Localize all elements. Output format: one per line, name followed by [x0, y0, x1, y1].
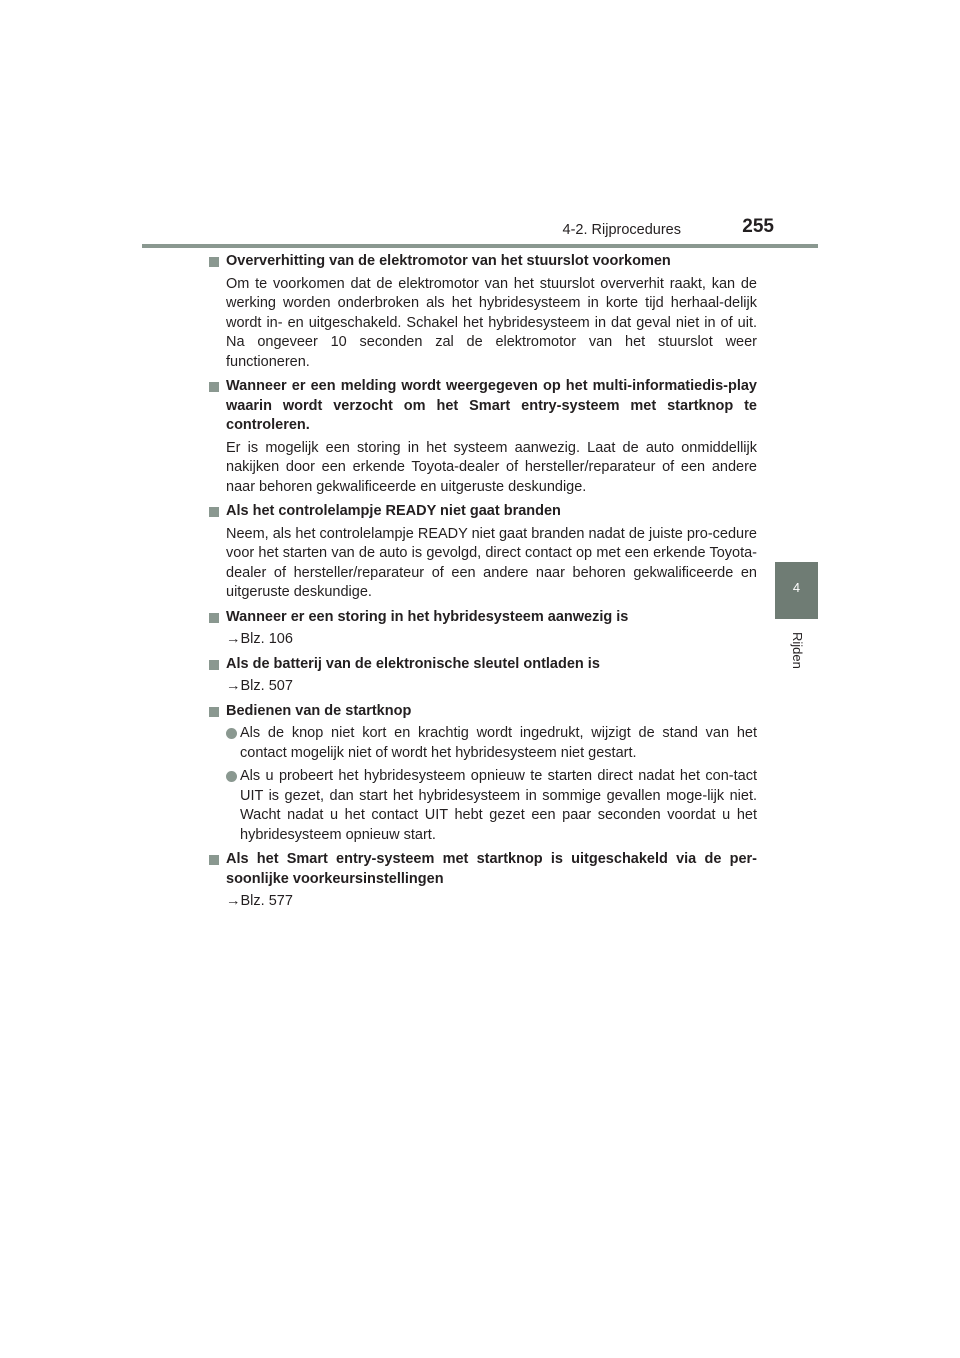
circle-bullet-icon — [226, 771, 237, 782]
section-title: Bedienen van de startknop — [226, 702, 412, 719]
section-start-button — [209, 702, 757, 846]
page-content — [209, 252, 757, 917]
list-item — [226, 767, 757, 845]
section-title: Als het controlelampje READY niet gaat branden — [226, 503, 561, 519]
chapter-tab-label: Rijden — [790, 632, 805, 669]
square-bullet-icon — [209, 382, 219, 392]
section-key-battery — [209, 655, 757, 697]
square-bullet-icon — [209, 855, 219, 865]
section-ready-lamp — [209, 502, 757, 603]
page-number: 255 — [742, 216, 774, 237]
square-bullet-icon — [209, 613, 219, 623]
square-bullet-icon — [209, 507, 219, 517]
chapter-tab-number: 4 — [792, 580, 801, 595]
section-title: Wanneer er een storing in het hybridesysteem aanwezig is — [226, 608, 629, 625]
section-title: Oververhitting van de elektromotor van het stuurslot voorkomen — [226, 253, 671, 269]
section-title: Als het Smart entry-systeem met startknop is uitgeschakeld via de per-soonlijke voorkeursinstellingen — [226, 851, 757, 887]
square-bullet-icon — [209, 660, 219, 670]
circle-bullet-icon — [226, 728, 237, 739]
section-smart-entry-message — [209, 377, 757, 497]
section-header: 4-2. Rijprocedures — [562, 222, 681, 238]
list-item-text: Als de knop niet kort en krachtig wordt ingedrukt, wijzigt de stand van het contact mogelijk niet of wordt het hybridesysteem niet gestart. — [240, 725, 757, 761]
page-reference: →Blz. 106 — [226, 631, 293, 647]
list-item-text: Als u probeert het hybridesysteem opnieuw te starten direct nadat het con-tact UIT is gezet, dan start het hybridesysteem in sommige gevallen moge-lijk niet. Wacht nadat u het contact UIT hebt gezet een paar seconden voordat u het hybridesysteem opnieuw start. — [240, 768, 757, 843]
section-title: Als de batterij van de elektronische sleutel ontladen is — [226, 655, 600, 672]
section-hybrid-malfunction — [209, 608, 757, 650]
page-reference: →Blz. 507 — [226, 678, 293, 694]
section-steering-lock-overheat — [209, 252, 757, 372]
section-title: Wanneer er een melding wordt weergegeven op het multi-informatiedis-play waarin wordt verzocht om het Smart entry-systeem met startknop te controleren. — [226, 378, 757, 433]
section-body: Om te voorkomen dat de elektromotor van het stuurslot oververhit raakt, kan de werking worden onderbroken als het hybridesysteem in korte tijd herhaal-delijk wordt in- en uitgeschakeld. Schakel het hybridesysteem in dat geval niet in of uit. Na ongeveer 10 seconden zal de elektromotor van het stuurslot weer functioneren. — [226, 275, 757, 370]
header-rule — [142, 244, 818, 248]
section-body: Er is mogelijk een storing in het systeem aanwezig. Laat de auto onmiddellijk nakijken door een erkende Toyota-dealer of hersteller/reparateur of een andere naar behoren gekwalificeerde en uitgeruste deskundige. — [226, 439, 757, 495]
list-item — [226, 724, 757, 763]
square-bullet-icon — [209, 707, 219, 717]
square-bullet-icon — [209, 257, 219, 267]
page-reference: →Blz. 577 — [226, 893, 293, 909]
section-body: Neem, als het controlelampje READY niet gaat branden nadat de juiste pro-cedure voor het starten van de auto is gevolgd, direct contact op met een erkende Toyota-dealer of hersteller/reparateur of een andere naar behoren gekwalificeerde en uitgeruste deskundige. — [226, 525, 757, 600]
section-smart-entry-disabled — [209, 850, 757, 912]
